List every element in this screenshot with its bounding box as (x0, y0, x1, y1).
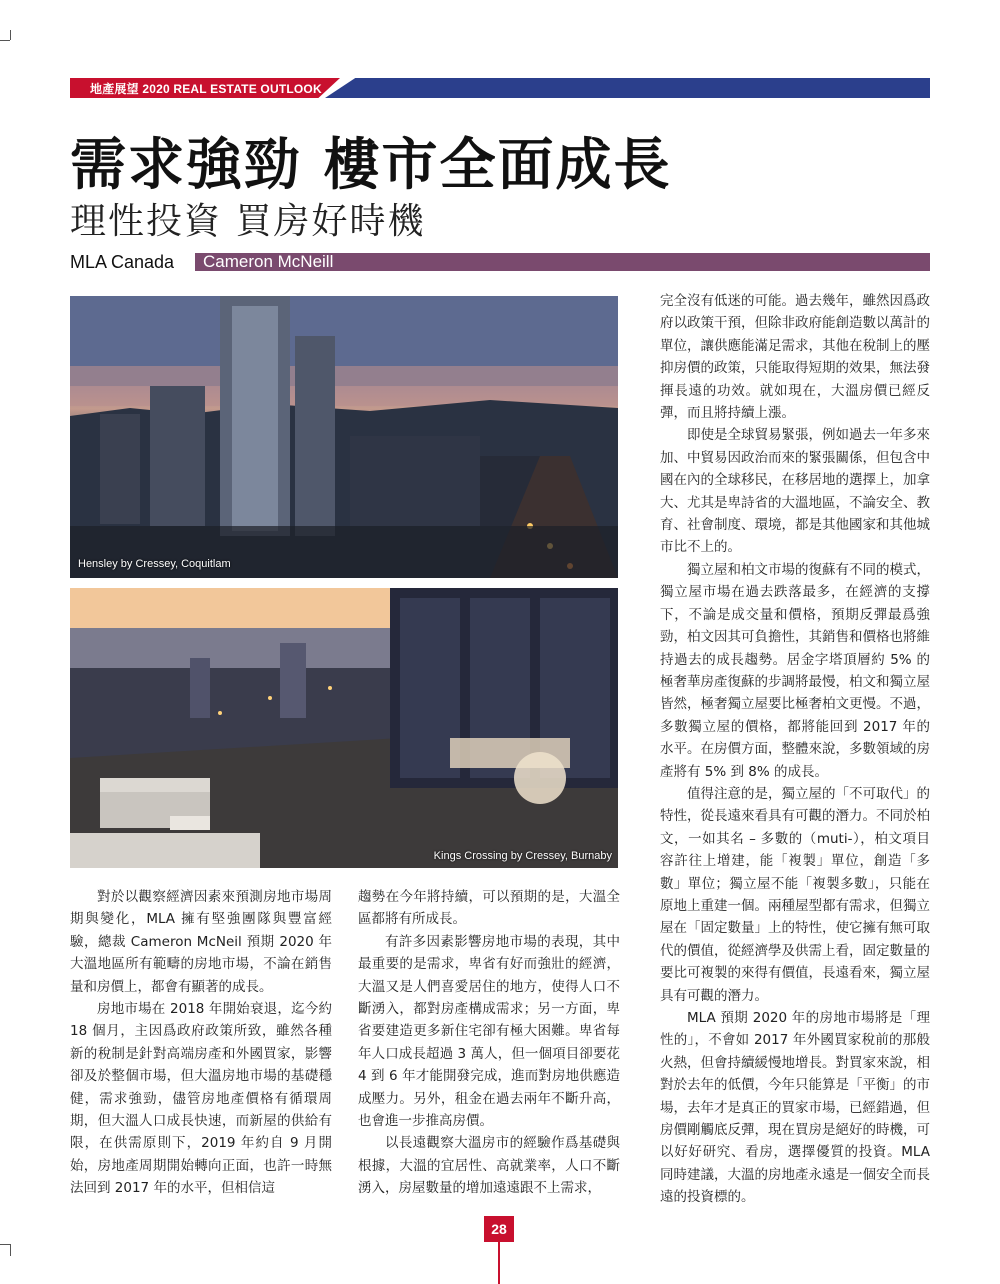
photo-kings-crossing-illustration (70, 588, 618, 868)
byline-company: MLA Canada (70, 252, 175, 272)
paragraph: 即使是全球貿易緊張，例如過去一年多來加、中貿易因政治而來的緊張關係，但包含中國在內的全球移民，在移居地的選擇上，加拿大、尤其是卑詩省的大溫地區，不論安全、教育、社會制度、環境，都是其他國家和其他城市比不上的。 (660, 427, 930, 556)
byline-author-bar (195, 253, 930, 271)
header-blue-bar (325, 78, 930, 98)
photo-hensley-illustration (70, 296, 618, 578)
article-title: 需求強勁 樓市全面成長 (70, 132, 672, 198)
paragraph: 完全沒有低迷的可能。過去幾年，雖然因爲政府以政策干預，但除非政府能創造數以萬計的單位，讓供應能滿足需求，其他在稅制上的壓抑房價的政策，只能取得短期的效果，無法發揮長遠的功效。就如現在，大溫房價已經反彈，而且將持續上漲。 (660, 293, 930, 422)
article-subtitle: 理性投資 買房好時機 (70, 201, 426, 242)
paragraph: MLA 預期 2020 年的房地市場將是「理性的」，不會如 2017 年外國買家稅前的那般火熱，但會持續緩慢地增長。對買家來說，相對於去年的低價，今年只能算是「平衡」的市場，去年才是真正的買家市場，已經錯過，但房價剛觸底反彈，現在買房是絕好的時機，可以好好研究、看房，選擇優質的投資。MLA 同時建議，大溫的房地產永遠是一個安全而長遠的投資標的。 (660, 1010, 930, 1206)
byline-author: Cameron McNeill (203, 252, 334, 271)
paragraph: 房地市場在 2018 年開始衰退，迄今約 18 個月，主因爲政府政策所致，雖然各種新的稅制是針對高端房產和外國買家，影響卻及於整個市場，但大溫房地市場的基礎穩健，需求強勁，儘管房地產價格有循環周期，但大溫人口成長快速，而新屋的供給有限，在供需原則下，2019 年約自 9 月開始，房地產周期開始轉向正面，也許一時無法回到 2017 年的水平，但相信這 (70, 1001, 332, 1197)
photo-caption-hensley: Hensley by Cressey, Coquitlam (78, 558, 231, 570)
section-label: 地產展望 2020 REAL ESTATE OUTLOOK (90, 82, 322, 96)
crop-mark-bottom (0, 1244, 10, 1245)
crop-mark-top-horizontal (0, 40, 10, 41)
text-column-right (660, 290, 930, 1209)
section-header-band (70, 78, 930, 98)
photo-hensley (70, 296, 618, 578)
paragraph: 以長遠觀察大溫房市的經驗作爲基礎與根據，大溫的宜居性、高就業率，人口不斷湧入，房屋數量的增加遠遠跟不上需求， (358, 1135, 620, 1197)
paragraph: 趨勢在今年將持續，可以預期的是，大溫全區都將有所成長。 (358, 889, 620, 928)
text-column-middle (358, 886, 620, 1200)
crop-mark-top (0, 30, 11, 40)
crop-mark-bottom-vertical (10, 1244, 11, 1256)
page-number-stem (498, 1242, 500, 1284)
photo-caption-kings-crossing: Kings Crossing by Cressey, Burnaby (433, 850, 612, 862)
paragraph: 獨立屋和柏文市場的復蘇有不同的模式，獨立屋市場在過去跌落最多，在經濟的支撐下，不論是成交量和價格，預期反彈最爲強勁，柏文因其可負擔性，其銷售和價格也將維持過去的成長趨勢。居金字塔頂層約 5% 的極奢華房產復蘇的步調將最慢，柏文和獨立屋皆然，極奢獨立屋要比極奢柏文更慢。不過，多數獨立屋的價格，都將能回到 2017 年的水平。在房價方面，整體來說，多數領域的房產將有 5% 到 8% 的成長。 (660, 561, 930, 780)
paragraph: 值得注意的是，獨立屋的「不可取代」的特性，從長遠來看具有可觀的潛力。不同於柏文，一如其名 – 多數的（muti-），柏文項目容許往上增建，能「複製」單位，創造「多數」單位；獨立屋不能「複製多數」，只能在原地上重建一個。兩種屋型都有需求，但獨立屋在「固定數量」上的特性，使它擁有無可取代的價值，從經濟學及供需上看，固定數量的要比可複製的來得有價值，長遠看來，獨立屋具有可觀的潛力。 (660, 785, 930, 1004)
page-number: 28 (484, 1216, 514, 1242)
photo-kings-crossing (70, 588, 618, 868)
text-column-left (70, 886, 332, 1200)
byline (70, 252, 930, 272)
paragraph: 有許多因素影響房地市場的表現，其中最重要的是需求，卑省有好而強壯的經濟，大溫又是人們喜愛居住的地方，使得人口不斷湧入，都對房產構成需求；另一方面，卑省要建造更多新住宅卻有極大困難。卑省每年人口成長超過 3 萬人，但一個項目卻要花 4 到 6 年才能開發完成，進而對房地供應造成壓力。另外，租金在過去兩年不斷升高，也會進一步推高房價。 (358, 933, 620, 1130)
paragraph: 對於以觀察經濟因素來預測房地市場周期與變化，MLA 擁有堅強團隊與豐富經驗，總裁 Cameron McNeil 預期 2020 年大溫地區所有範疇的房地市場，不論在銷售量和房價上，都會有顯著的成長。 (70, 889, 332, 995)
